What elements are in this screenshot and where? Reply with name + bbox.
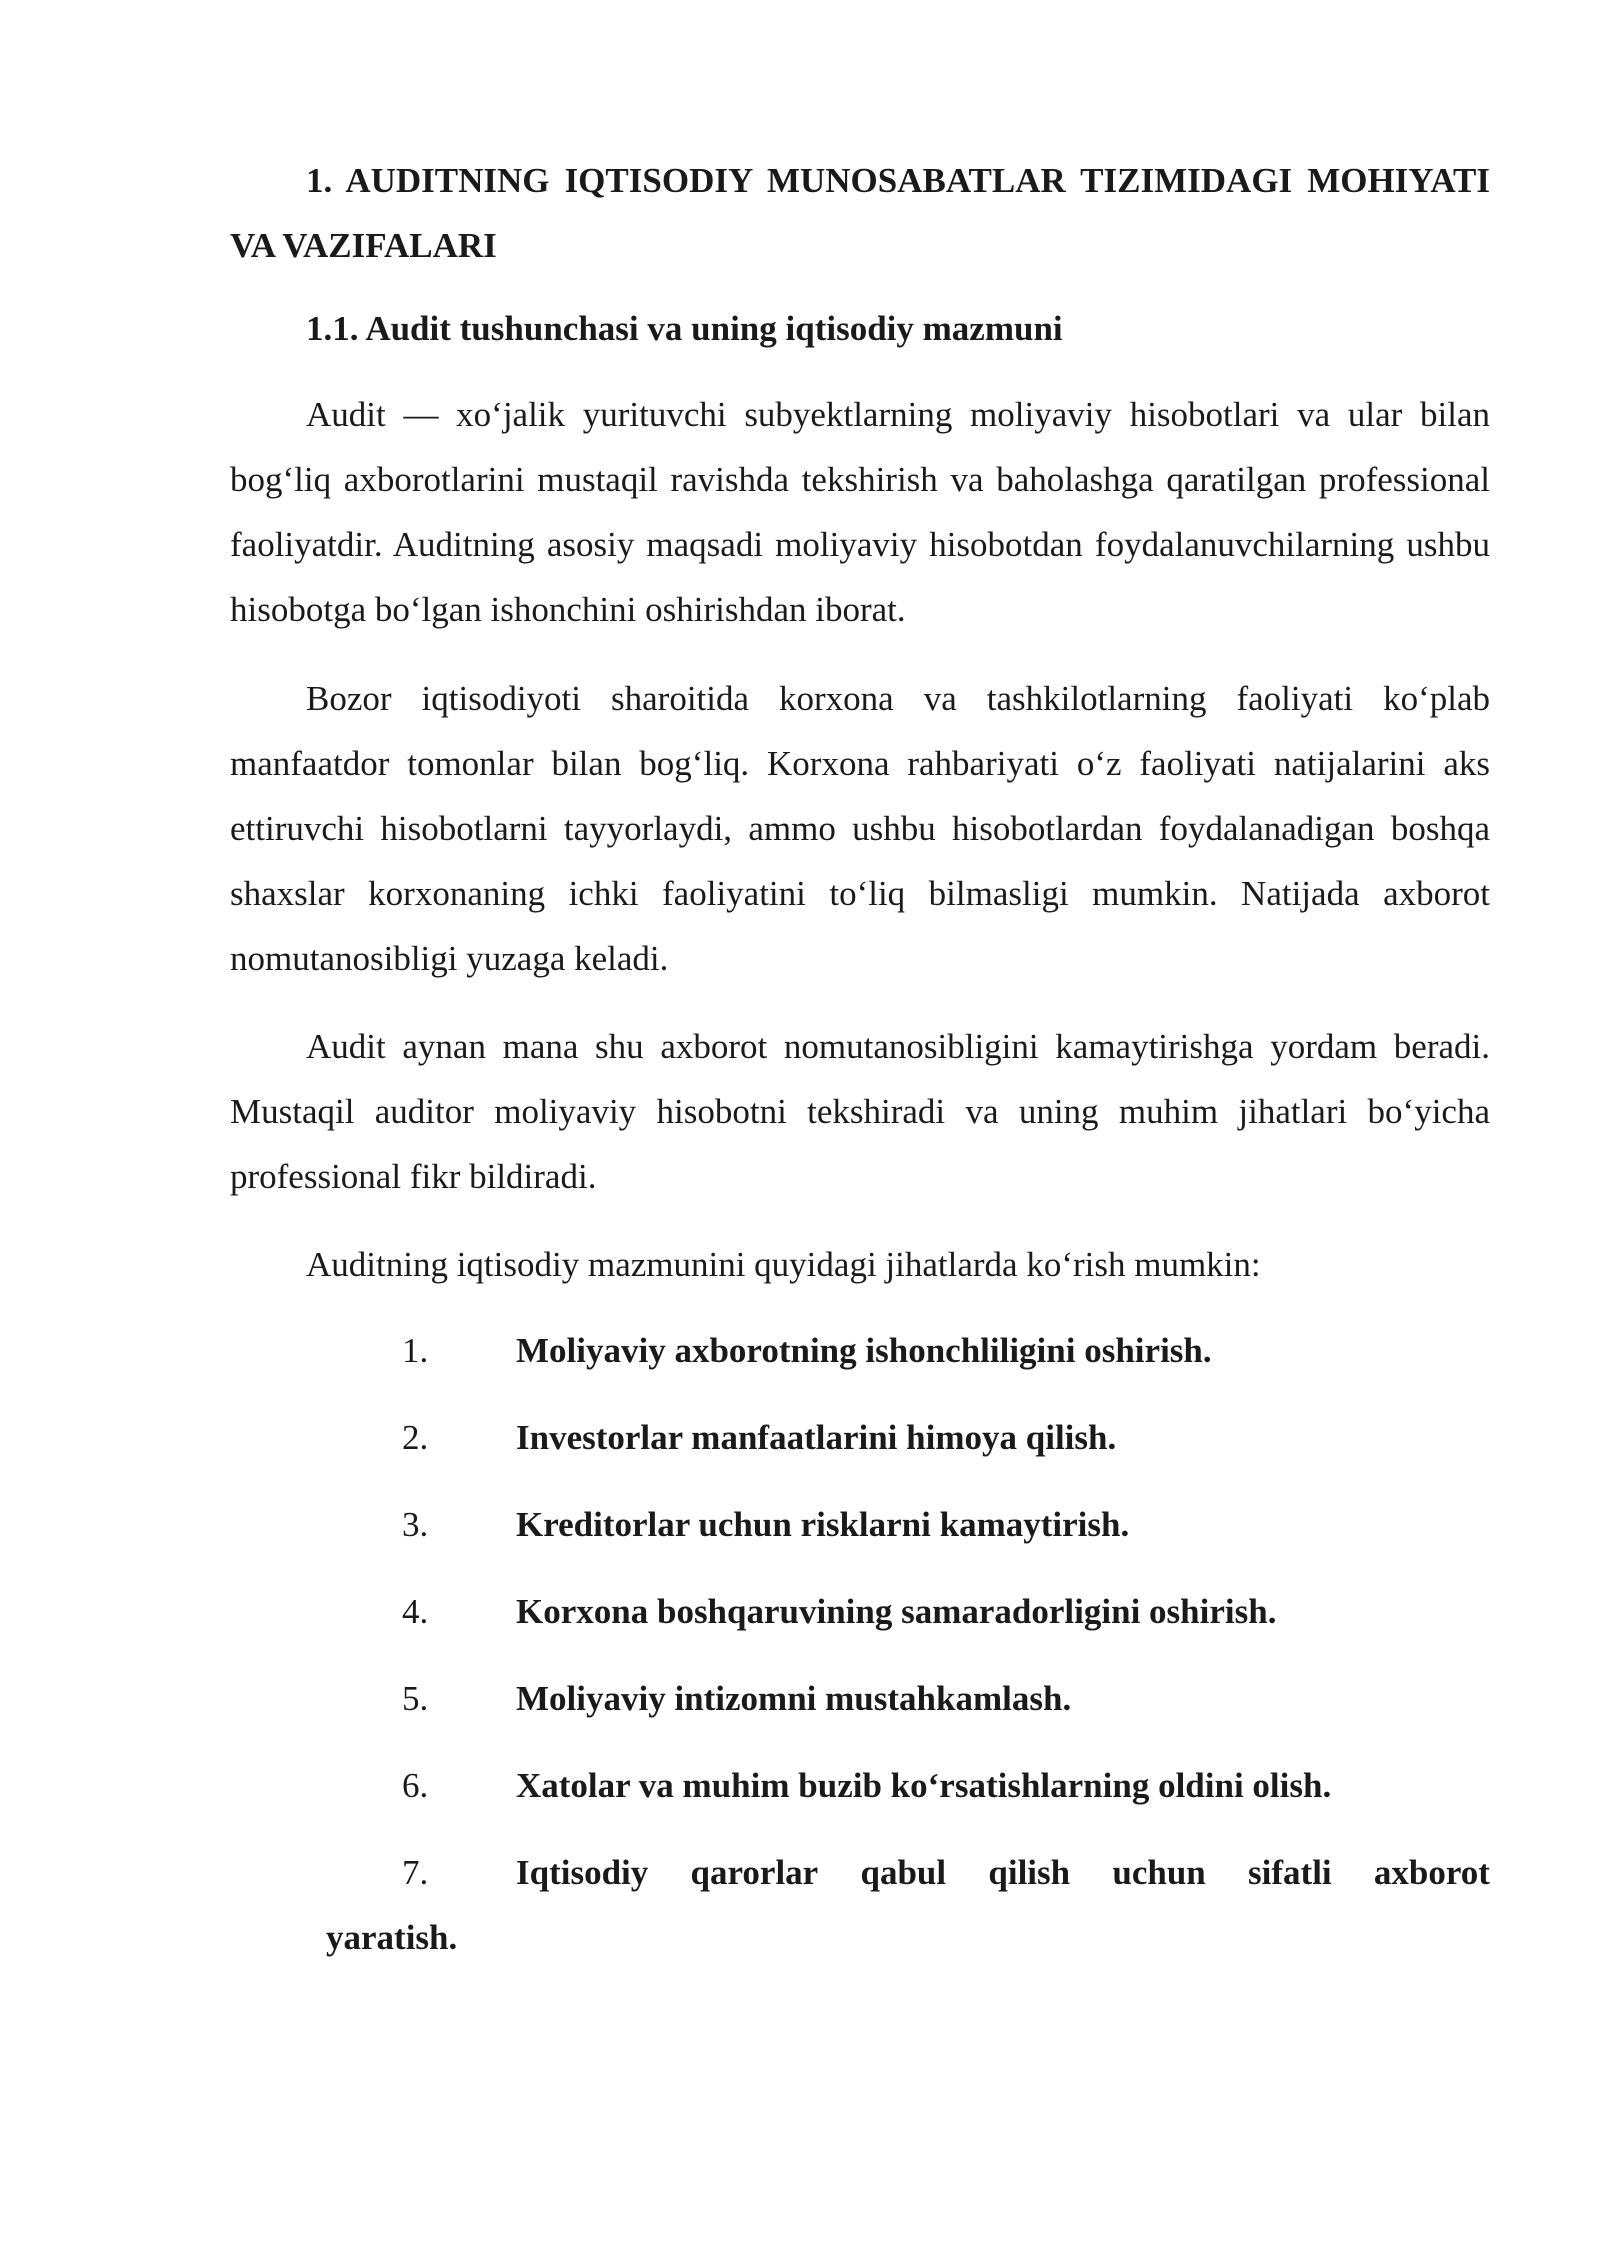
list-item-text: Kreditorlar uchun risklarni kamaytirish. bbox=[516, 1505, 1130, 1544]
list-item-number: 5. bbox=[402, 1679, 429, 1718]
paragraph: Auditning iqtisodiy mazmunini quyidagi jihatlarda ko‘rish mumkin: bbox=[306, 1245, 1261, 1284]
list-item-text-line1 bbox=[516, 1840, 1490, 1905]
list-item-text: Moliyaviy intizomni mustahkamlash. bbox=[516, 1679, 1072, 1718]
paragraph: Bozor iqtisodiyoti sharoitida korxona va tashkilotlarning faoliyati ko‘plab manfaatdor tomonlar bilan bog‘liq. Korxona rahbariyati o‘z faoliyati natijalarini aks ettiruvchi hisobotlarni tayyorlaydi, ammo ushbu hisobotlardan foydalanadigan boshqa shaxslar korxonaning ichki faoliyatini to‘liq bilmasligi mumkin. Natijada axborot nomutanosibligi yuzaga keladi. bbox=[230, 679, 1490, 978]
list-item-text: Korxona boshqaruvining samaradorligini oshirish. bbox=[516, 1592, 1277, 1631]
paragraph: Audit — xo‘jalik yurituvchi subyektlarning moliyaviy hisobotlari va ular bilan bog‘liq axborotlarini mustaqil ravishda tekshirish va baholashga qaratilgan professional faoliyatdir. Auditning asosiy maqsadi moliyaviy hisobotdan foydalanuvchilarning ushbu hisobotga bo‘lgan ishonchini oshirishdan iborat. bbox=[230, 395, 1490, 629]
list-item-text: Moliyaviy axborotning ishonchliligini oshirish. bbox=[516, 1331, 1212, 1370]
list-item-number: 3. bbox=[402, 1505, 429, 1544]
list-item-word: qabul bbox=[860, 1853, 947, 1892]
list-item-word: qilish bbox=[988, 1853, 1071, 1892]
list-item-word: axborot bbox=[1373, 1853, 1490, 1892]
list-item-number: 7. bbox=[402, 1853, 429, 1892]
paragraph: Audit aynan mana shu axborot nomutanosibligini kamaytirishga yordam beradi. Mustaqil auditor moliyaviy hisobotni tekshiradi va uning muhim jihatlari bo‘yicha professional fikr bildiradi. bbox=[230, 1027, 1490, 1196]
list-item-number: 2. bbox=[402, 1418, 429, 1457]
list-item-text: Xatolar va muhim buzib ko‘rsatishlarning oldini olish. bbox=[516, 1766, 1332, 1805]
list-item-text: Investorlar manfaatlarini himoya qilish. bbox=[516, 1418, 1117, 1457]
list-item-word: Iqtisodiy bbox=[516, 1853, 649, 1892]
list-item-word: uchun bbox=[1112, 1853, 1206, 1892]
section-title: 1.1. Audit tushunchasi va uning iqtisodiy mazmuni bbox=[306, 309, 1063, 348]
list-item-number: 4. bbox=[402, 1592, 429, 1631]
chapter-title: 1. AUDITNING IQTISODIY MUNOSABATLAR TIZIMIDAGI MOHIYATI VA VAZIFALARI bbox=[230, 161, 1490, 265]
list-item-text-line2: yaratish. bbox=[326, 1918, 458, 1957]
list-item-word: sifatli bbox=[1248, 1853, 1332, 1892]
list-item-word: qarorlar bbox=[690, 1853, 819, 1892]
list-item-number: 6. bbox=[402, 1766, 429, 1805]
list-item-number: 1. bbox=[402, 1331, 429, 1370]
